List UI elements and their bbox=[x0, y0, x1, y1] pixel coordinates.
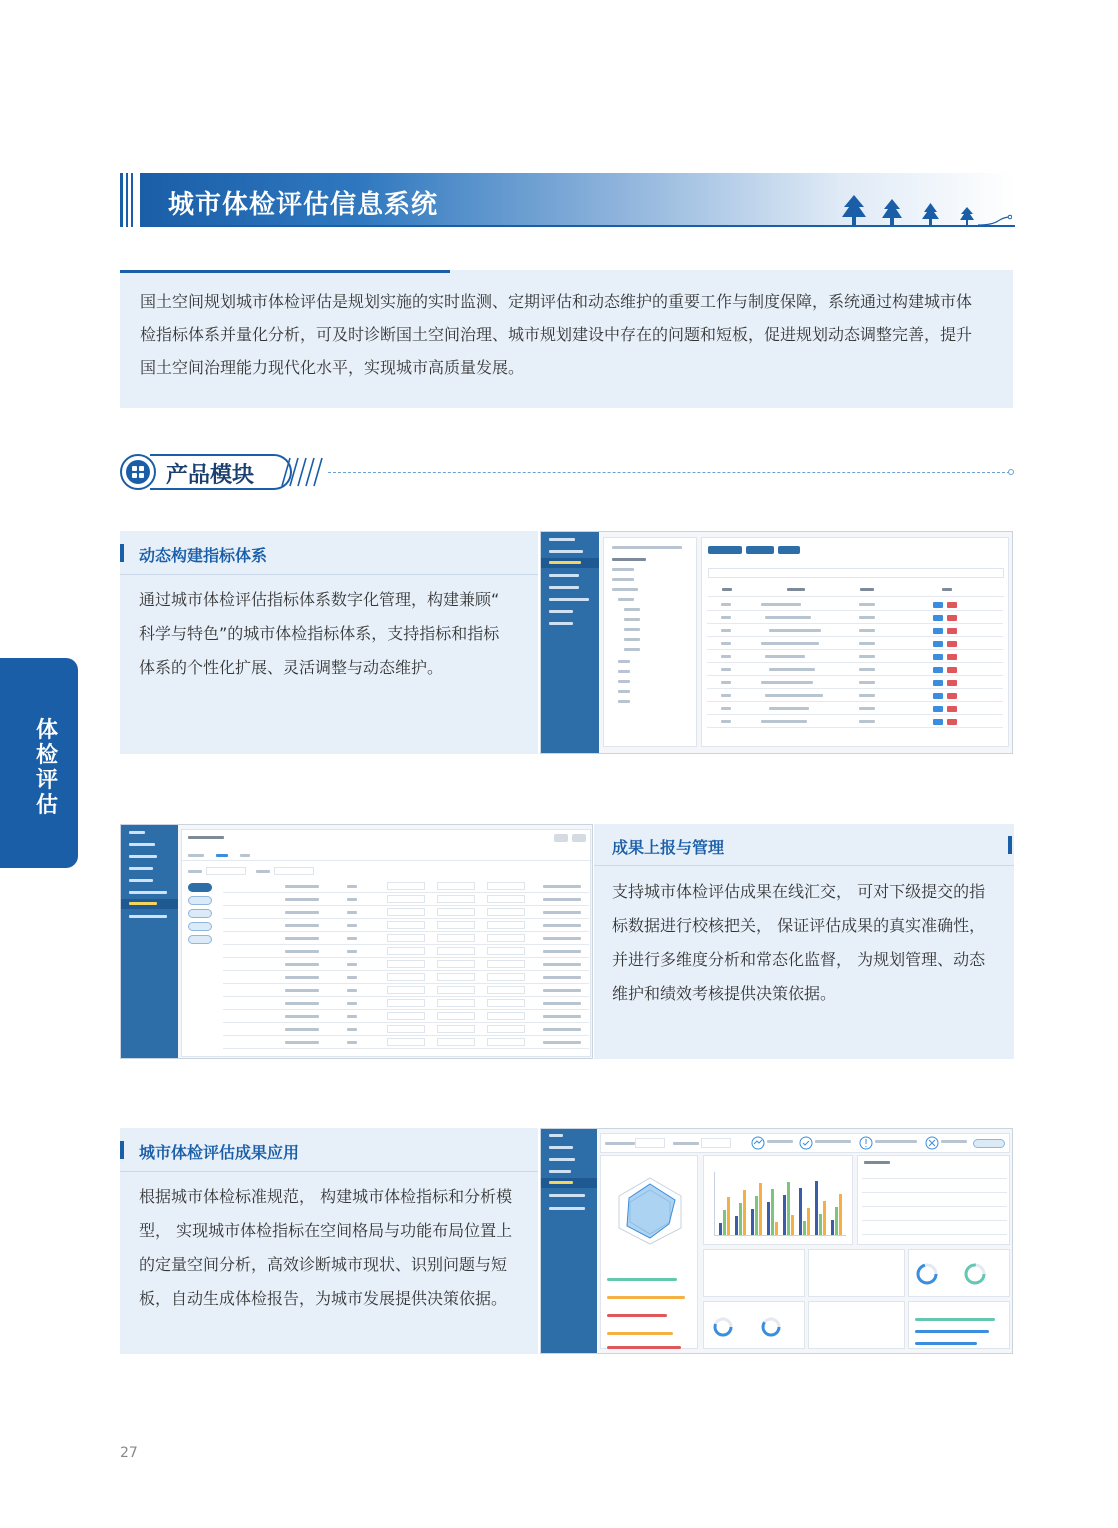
screenshot-sidebar bbox=[541, 532, 599, 753]
feature-results-management bbox=[594, 824, 1014, 1059]
form-cell bbox=[437, 1025, 475, 1033]
table-cell bbox=[721, 629, 731, 632]
table-cell bbox=[859, 668, 875, 671]
table-cell bbox=[765, 694, 823, 697]
form-cell bbox=[347, 898, 357, 901]
form-cell bbox=[487, 960, 525, 968]
dashboard-stat-panel bbox=[703, 1249, 805, 1297]
form-cell bbox=[543, 1041, 581, 1044]
table-cell bbox=[933, 719, 943, 725]
page-number: 27 bbox=[120, 1445, 138, 1461]
feature-description bbox=[612, 875, 1012, 1011]
dashboard-progress-panel bbox=[908, 1301, 1010, 1349]
table-cell bbox=[859, 720, 875, 723]
form-cell bbox=[223, 1009, 589, 1010]
chart-bar bbox=[799, 1188, 802, 1235]
chart-bar bbox=[723, 1210, 726, 1235]
feature-line: 科学与特色”的城市体检指标体系，支持指标和指标 bbox=[139, 624, 500, 643]
form-cell bbox=[387, 960, 425, 968]
side-tab bbox=[0, 658, 78, 868]
dashboard-radar-panel bbox=[600, 1155, 698, 1349]
table-cell bbox=[859, 603, 875, 606]
table-cell bbox=[707, 610, 1003, 611]
chart-bar bbox=[839, 1194, 842, 1235]
feature-title: 城市体检评估成果应用 bbox=[139, 1143, 300, 1162]
table-cell bbox=[947, 706, 957, 712]
wave-line-icon bbox=[978, 213, 1012, 227]
table-cell bbox=[721, 694, 731, 697]
form-cell bbox=[487, 973, 525, 981]
table-cell bbox=[859, 642, 875, 645]
form-cell bbox=[387, 921, 425, 929]
intro-line: 国土空间治理能力现代化水平，实现城市高质量发展。 bbox=[140, 358, 525, 377]
table-cell bbox=[707, 636, 1003, 637]
table-cell bbox=[765, 616, 811, 619]
screenshot-indicator-management bbox=[540, 531, 1013, 754]
form-cell bbox=[487, 921, 525, 929]
side-tab-label bbox=[36, 718, 58, 818]
table-cell bbox=[721, 681, 731, 684]
chart-bar bbox=[759, 1183, 762, 1235]
chart-bar bbox=[755, 1196, 758, 1235]
form-cell bbox=[347, 1002, 357, 1005]
form-cell bbox=[487, 1038, 525, 1046]
screenshot-form-rows bbox=[181, 829, 591, 1057]
form-cell bbox=[543, 911, 581, 914]
side-tab-char: 检 bbox=[36, 743, 59, 768]
chart-bar bbox=[815, 1181, 818, 1235]
table-cell bbox=[859, 681, 875, 684]
form-cell bbox=[223, 931, 589, 932]
feature-results-application bbox=[120, 1128, 538, 1354]
table-cell bbox=[761, 642, 819, 645]
tree-icon bbox=[960, 207, 974, 226]
form-cell bbox=[285, 950, 319, 953]
feature-line: 维护和绩效考核提供决策依据。 bbox=[612, 984, 837, 1003]
form-cell bbox=[285, 898, 319, 901]
form-cell bbox=[543, 1015, 581, 1018]
form-cell bbox=[437, 999, 475, 1007]
chart-bar bbox=[831, 1220, 834, 1235]
tree-icon bbox=[842, 195, 866, 227]
form-cell bbox=[387, 999, 425, 1007]
form-cell bbox=[223, 1035, 589, 1036]
table-cell bbox=[707, 623, 1003, 624]
form-cell bbox=[437, 921, 475, 929]
side-tab-char: 估 bbox=[36, 793, 59, 818]
feature-marker bbox=[120, 544, 124, 562]
form-cell bbox=[347, 989, 357, 992]
dashboard-ring-panel bbox=[908, 1249, 1010, 1297]
table-cell bbox=[947, 680, 957, 686]
intro-line: 检指标体系并量化分析，可及时诊断国土空间治理、城市规划建设中存在的问题和短板，促进规划动态调整完善，提升 bbox=[140, 325, 973, 344]
table-cell bbox=[707, 701, 1003, 702]
table-cell bbox=[947, 654, 957, 660]
table-cell bbox=[761, 720, 807, 723]
feature-line: 通过城市体检评估指标体系数字化管理，构建兼顾“ bbox=[139, 590, 500, 609]
table-cell bbox=[707, 714, 1003, 715]
chart-bar bbox=[823, 1201, 826, 1235]
grid-icon bbox=[126, 460, 150, 484]
form-cell bbox=[543, 924, 581, 927]
form-cell bbox=[487, 947, 525, 955]
feature-line: 根据城市体检标准规范， 构建城市体检指标和分析模 bbox=[139, 1187, 513, 1206]
screenshot-results-submission bbox=[120, 824, 593, 1059]
table-cell bbox=[947, 693, 957, 699]
form-cell bbox=[347, 1028, 357, 1031]
table-cell bbox=[933, 693, 943, 699]
feature-line: 的定量空间分析，高效诊断城市现状、识别问题与短 bbox=[139, 1255, 508, 1274]
module-dashed-line bbox=[328, 472, 1010, 473]
table-cell bbox=[947, 719, 957, 725]
feature-marker bbox=[120, 1141, 124, 1159]
table-cell bbox=[707, 675, 1003, 676]
slash-decor-icon bbox=[276, 456, 328, 488]
table-cell bbox=[721, 642, 731, 645]
form-cell bbox=[487, 895, 525, 903]
feature-line: 型， 实现城市体检指标在空间格局与功能布局位置上 bbox=[139, 1221, 513, 1240]
feature-line: 并进行多维度分析和常态化监督， 为规划管理、动态 bbox=[612, 950, 986, 969]
form-cell bbox=[347, 885, 357, 888]
table-cell bbox=[859, 616, 875, 619]
form-cell bbox=[437, 934, 475, 942]
module-title: 产品模块 bbox=[166, 463, 255, 488]
form-cell bbox=[347, 911, 357, 914]
dashboard-topbar bbox=[600, 1133, 1010, 1153]
table-cell bbox=[761, 603, 801, 606]
feature-line: 支持城市体检评估成果在线汇交， 可对下级提交的指 bbox=[612, 882, 986, 901]
dashboard-table-panel bbox=[857, 1155, 1010, 1245]
form-cell bbox=[347, 950, 357, 953]
form-cell bbox=[487, 934, 525, 942]
table-cell bbox=[721, 668, 731, 671]
table-cell bbox=[933, 602, 943, 608]
table-cell bbox=[859, 655, 875, 658]
dashboard-bar-panel bbox=[703, 1155, 853, 1245]
tree-icon-group bbox=[842, 195, 1012, 227]
table-cell bbox=[933, 654, 943, 660]
table-cell bbox=[933, 667, 943, 673]
module-badge bbox=[120, 454, 156, 490]
form-cell bbox=[285, 1041, 319, 1044]
dashboard-ring-panel bbox=[703, 1301, 805, 1349]
feature-divider bbox=[120, 574, 538, 575]
table-cell bbox=[721, 616, 731, 619]
form-cell bbox=[387, 908, 425, 916]
title-banner bbox=[120, 173, 1015, 227]
form-cell bbox=[285, 1015, 319, 1018]
dashboard-stat-panel bbox=[808, 1249, 905, 1297]
form-cell bbox=[285, 885, 319, 888]
table-cell bbox=[765, 655, 805, 658]
table-cell bbox=[769, 707, 809, 710]
chart-bar bbox=[791, 1215, 794, 1235]
table-cell bbox=[947, 628, 957, 634]
form-cell bbox=[543, 885, 581, 888]
form-cell bbox=[387, 934, 425, 942]
form-cell bbox=[223, 944, 589, 945]
form-cell bbox=[437, 973, 475, 981]
form-cell bbox=[387, 973, 425, 981]
table-cell bbox=[761, 681, 813, 684]
feature-line: 标数据进行校核把关， 保证评估成果的真实准确性， bbox=[612, 916, 986, 935]
form-cell bbox=[285, 1028, 319, 1031]
tree-icon bbox=[922, 203, 939, 227]
chart-bar bbox=[751, 1209, 754, 1235]
form-cell bbox=[347, 976, 357, 979]
table-cell bbox=[769, 629, 821, 632]
screenshot-sidebar bbox=[121, 825, 178, 1058]
feature-indicator-system bbox=[120, 531, 538, 754]
form-cell bbox=[285, 976, 319, 979]
feature-description bbox=[139, 583, 539, 685]
table-cell bbox=[947, 641, 957, 647]
form-cell bbox=[285, 924, 319, 927]
side-tab-char: 体 bbox=[36, 718, 59, 743]
table-cell bbox=[721, 707, 731, 710]
table-cell bbox=[947, 615, 957, 621]
feature-marker bbox=[1008, 836, 1012, 854]
form-cell bbox=[285, 937, 319, 940]
table-cell bbox=[933, 706, 943, 712]
feature-title: 动态构建指标体系 bbox=[139, 546, 268, 565]
side-tab-char: 评 bbox=[36, 768, 59, 793]
dashboard-stat-panel bbox=[808, 1301, 905, 1349]
feature-line: 板，自动生成体检报告，为城市发展提供决策依据。 bbox=[139, 1289, 508, 1308]
form-cell bbox=[285, 911, 319, 914]
form-cell bbox=[437, 908, 475, 916]
form-cell bbox=[223, 1022, 589, 1023]
chart-bar bbox=[767, 1202, 770, 1235]
module-dash-end bbox=[1008, 469, 1014, 475]
table-cell bbox=[707, 662, 1003, 663]
form-cell bbox=[285, 989, 319, 992]
form-cell bbox=[437, 986, 475, 994]
form-cell bbox=[285, 963, 319, 966]
chart-bar bbox=[835, 1207, 838, 1235]
table-cell bbox=[933, 641, 943, 647]
form-cell bbox=[347, 937, 357, 940]
form-cell bbox=[223, 918, 589, 919]
feature-title: 成果上报与管理 bbox=[612, 838, 725, 857]
chart-bar bbox=[727, 1197, 730, 1235]
form-cell bbox=[437, 895, 475, 903]
table-cell bbox=[859, 707, 875, 710]
feature-line: 体系的个性化扩展、灵活调整与动态维护。 bbox=[139, 658, 444, 677]
form-cell bbox=[487, 1025, 525, 1033]
feature-divider bbox=[120, 1171, 538, 1172]
form-cell bbox=[543, 989, 581, 992]
form-cell bbox=[487, 999, 525, 1007]
form-cell bbox=[223, 983, 589, 984]
table-cell bbox=[947, 602, 957, 608]
form-cell bbox=[543, 937, 581, 940]
chart-bar bbox=[787, 1182, 790, 1235]
form-cell bbox=[347, 1041, 357, 1044]
table-cell bbox=[721, 720, 731, 723]
form-cell bbox=[437, 960, 475, 968]
form-cell bbox=[543, 1028, 581, 1031]
form-cell bbox=[347, 963, 357, 966]
table-cell bbox=[707, 688, 1003, 689]
form-cell bbox=[223, 957, 589, 958]
chart-bar bbox=[739, 1203, 742, 1235]
chart-bar bbox=[743, 1190, 746, 1235]
form-cell bbox=[543, 976, 581, 979]
form-cell bbox=[543, 898, 581, 901]
form-cell bbox=[437, 947, 475, 955]
table-cell bbox=[859, 629, 875, 632]
chart-bar bbox=[775, 1222, 778, 1235]
table-cell bbox=[859, 694, 875, 697]
feature-description bbox=[139, 1180, 539, 1316]
form-cell bbox=[487, 908, 525, 916]
form-cell bbox=[223, 892, 589, 893]
form-cell bbox=[223, 996, 589, 997]
intro-line: 国土空间规划城市体检评估是规划实施的实时监测、定期评估和动态维护的重要工作与制度保障，系统通过构建城市体 bbox=[140, 292, 973, 311]
screenshot-sidebar bbox=[541, 1129, 597, 1353]
chart-bar bbox=[803, 1221, 806, 1235]
module-heading bbox=[120, 452, 1015, 492]
table-cell bbox=[933, 628, 943, 634]
form-cell bbox=[543, 1002, 581, 1005]
form-cell bbox=[347, 924, 357, 927]
table-cell bbox=[721, 655, 731, 658]
dashboard-bar-chart bbox=[714, 1172, 846, 1236]
screenshot-dashboard bbox=[540, 1128, 1013, 1354]
form-cell bbox=[543, 963, 581, 966]
screenshot-table-rows bbox=[701, 537, 1009, 747]
form-cell bbox=[285, 1002, 319, 1005]
table-cell bbox=[721, 603, 731, 606]
chart-bar bbox=[771, 1189, 774, 1235]
intro-panel bbox=[120, 270, 1013, 408]
form-cell bbox=[487, 882, 525, 890]
form-cell bbox=[387, 1012, 425, 1020]
form-cell bbox=[387, 986, 425, 994]
form-cell bbox=[223, 905, 589, 906]
tree-icon bbox=[882, 199, 902, 227]
page-title: 城市体检评估信息系统 bbox=[168, 190, 439, 220]
table-cell bbox=[933, 680, 943, 686]
chart-bar bbox=[807, 1208, 810, 1235]
form-cell bbox=[347, 1015, 357, 1018]
chart-bar bbox=[783, 1195, 786, 1235]
form-cell bbox=[387, 882, 425, 890]
screenshot-tree-panel bbox=[603, 537, 697, 747]
table-cell bbox=[707, 727, 1003, 728]
chart-bar bbox=[819, 1214, 822, 1235]
table-cell bbox=[933, 615, 943, 621]
chart-bar bbox=[735, 1216, 738, 1235]
form-cell bbox=[437, 882, 475, 890]
chart-bar bbox=[719, 1223, 722, 1235]
feature-divider bbox=[594, 865, 1014, 866]
form-cell bbox=[223, 970, 589, 971]
form-cell bbox=[437, 1012, 475, 1020]
table-cell bbox=[947, 667, 957, 673]
form-cell bbox=[387, 947, 425, 955]
form-cell bbox=[487, 1012, 525, 1020]
form-cell bbox=[387, 895, 425, 903]
form-cell bbox=[223, 1048, 589, 1049]
form-cell bbox=[437, 1038, 475, 1046]
form-cell bbox=[543, 950, 581, 953]
table-cell bbox=[769, 668, 815, 671]
intro-text bbox=[140, 285, 1000, 384]
form-cell bbox=[387, 1038, 425, 1046]
form-cell bbox=[387, 1025, 425, 1033]
form-cell bbox=[487, 986, 525, 994]
table-cell bbox=[707, 649, 1003, 650]
intro-accent-line bbox=[120, 270, 450, 273]
